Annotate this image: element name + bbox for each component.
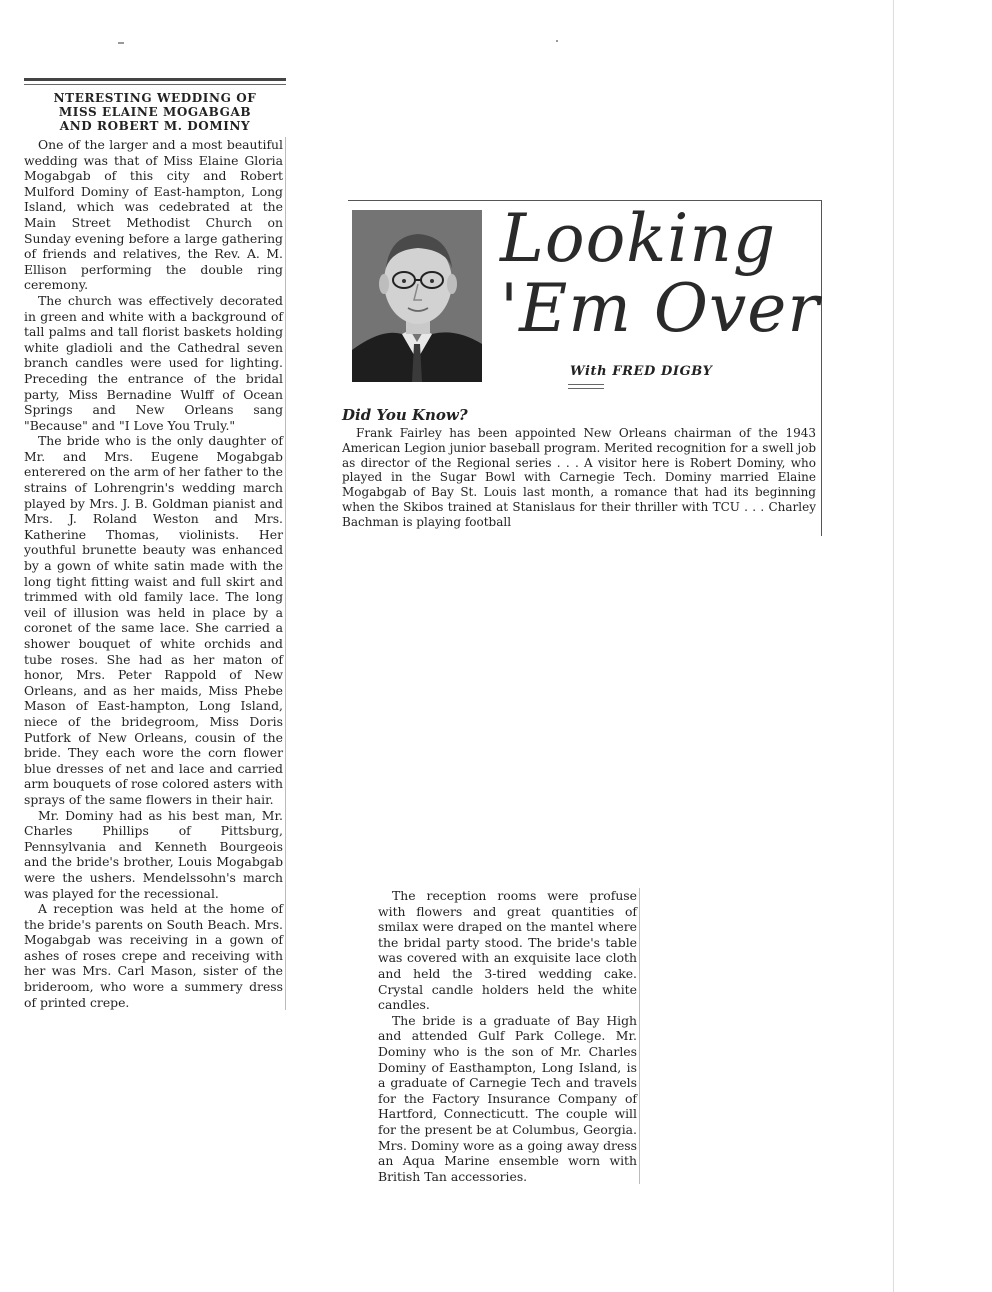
- headline-line-3: AND ROBERT M. DOMINY: [59, 119, 251, 133]
- scan-speck: [118, 42, 124, 44]
- wedding-article-continuation: [378, 888, 640, 1184]
- article-paragraph: The church was effectively decorated in green and white with a background of tall palms and tall florist baskets holding white gladioli and the Cathedral seven branch candles were used for lighting. Preceding the entrance of the bridal party, Miss Bernadine Wulff of Ocean Springs and New Orleans sang "Because" and "I Love You Truly.": [24, 293, 286, 433]
- columnist-photo: [352, 210, 482, 382]
- wedding-article: [24, 78, 286, 1010]
- scan-speck: [556, 40, 558, 42]
- article-paragraph: One of the larger and a most beautiful wedding was that of Miss Elaine Gloria Mogabgab of this city and Robert Mulford Dominy of East-hampton, Long Island, which was cedebrated at the Main Street Methodist Church on Sunday evening before a large gathering of friends and relatives, the Rev. A. M. Ellison performing the double ring ceremony.: [24, 137, 286, 293]
- column-masthead: [500, 200, 820, 347]
- continuation-paragraph: The bride is a graduate of Bay High and attended Gulf Park College. Mr. Dominy who is the son of Mr. Charles Dominy of Easthampton, Long Island, is a graduate of Carnegie Tech and travels for the Factory Insurance Company of Hartford, Connecticutt. The couple will for the present be at Columbus, Georgia. Mrs. Dominy wore as a going away dress an Aqua Marine ensemble worn with British Tan accessories.: [378, 1013, 640, 1185]
- column-title-line-2: 'Em Over: [500, 270, 820, 347]
- byline-rule: [568, 384, 604, 385]
- column-title-line-1: Looking: [500, 200, 777, 277]
- headline-line-2: MISS ELAINE MOGABGAB: [58, 105, 252, 119]
- headline-line-1: NTERESTING WEDDING OF: [53, 91, 257, 105]
- column-frame-right: [821, 200, 822, 536]
- column-byline: With FRED DIGBY: [570, 364, 713, 379]
- article-top-rule: [24, 78, 286, 81]
- column-subhead: Did You Know?: [342, 406, 468, 424]
- byline-rule: [568, 388, 604, 389]
- page-edge-line: [893, 0, 894, 1292]
- column-body: [342, 406, 816, 530]
- continuation-paragraph: The reception rooms were profuse with flowers and great quantities of smilax were draped on the mantel where the bridal party stood. The bride's table was covered with an exquisite lace cloth and held the 3-tired wedding cake. Crystal candle holders held the white candles.: [378, 888, 640, 1013]
- article-paragraph: The bride who is the only daughter of Mr. and Mrs. Eugene Mogabgab enterered on the arm of her father to the strains of Lohrengrin's wedding march played by Mrs. J. B. Goldman pianist and Mrs. J. Roland Weston and Mrs. Katherine Thomas, violinists. Her youthful brunette beauty was enhanced by a gown of white satin made with the long tight fitting waist and full skirt and trimmed with old family lace. The long veil of illusion was held in place by a coronet of the same lace. She carried a shower bouquet of white orchids and tube roses. She had as her maton of honor, Mrs. Peter Rappold of New Orleans, and as her maids, Miss Phebe Mason of East-hampton, Long Island, niece of the bridegroom, Miss Doris Putfork of New Orleans, cousin of the bride. They each wore the corn flower blue dresses of net and lace and carried arm bouquets of rose colored asters with sprays of the same flowers in their hair.: [24, 433, 286, 807]
- article-headline: [24, 91, 286, 133]
- article-paragraph: A reception was held at the home of the bride's parents on South Beach. Mrs. Mogabgab was receiving in a gown of ashes of roses crepe and receiving with her was Mrs. Carl Mason, sister of the brideroom, who wore a summery dress of printed crepe.: [24, 901, 286, 1010]
- sports-column-clipping: [340, 200, 822, 536]
- article-top-rule-thin: [24, 84, 286, 85]
- column-paragraph: Frank Fairley has been appointed New Orleans chairman of the 1943 American Legion junior baseball program. Merited recognition for a swell job as director of the Regional series . . . A visitor here is Robert Dominy, who played in the Sugar Bowl with Carnegie Tech. Dominy married Elaine Mogabgab of Bay St. Louis last month, a romance that had its beginning when the Skibos trained at Stanislaus for their thriller with TCU . . . Charley Bachman is playing football: [342, 426, 816, 529]
- article-paragraph: Mr. Dominy had as his best man, Mr. Charles Phillips of Pittsburg, Pennsylvania and Kenneth Bourgeois and the bride's brother, Louis Mogabgab were the ushers. Mendelssohn's march was played for the recessional.: [24, 808, 286, 902]
